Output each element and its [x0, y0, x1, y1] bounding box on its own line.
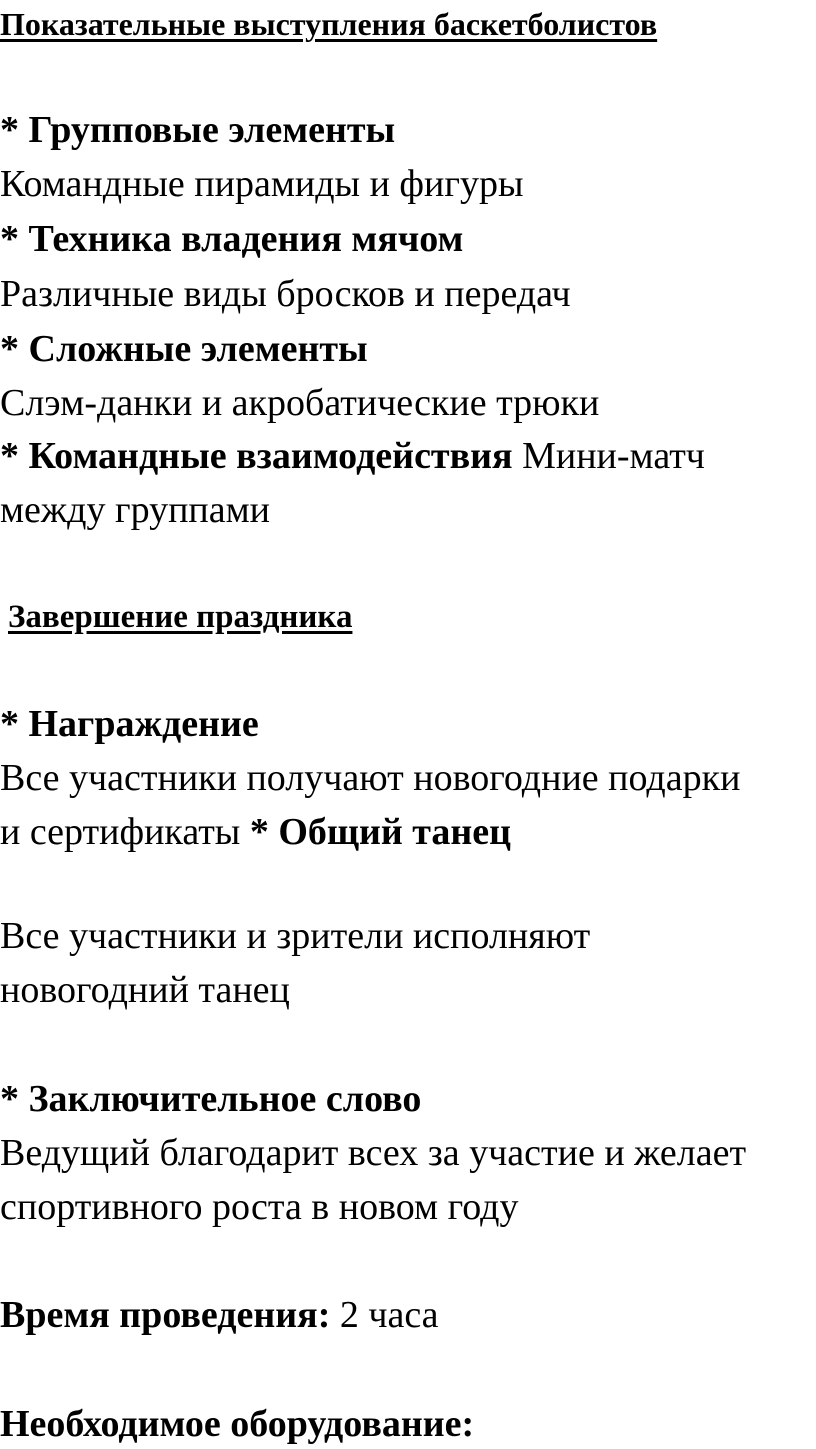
bullet-marker: *	[0, 328, 19, 370]
bullet-marker: *	[0, 435, 19, 477]
item-text-closing-word-cont: спортивного роста в новом году	[0, 1186, 519, 1228]
section-title-exhibition: Показательные выступления баскетболистов	[0, 6, 658, 42]
item-heading-label: Групповые элементы	[28, 109, 396, 151]
item-heading-closing-word	[0, 1080, 421, 1118]
item-text-dance: Все участники и зрители исполняют	[0, 915, 591, 957]
duration-label: Время проведения:	[0, 1294, 331, 1336]
bullet-marker: *	[0, 1078, 19, 1120]
duration-value: 2 часа	[339, 1294, 439, 1336]
event-duration	[0, 1296, 439, 1334]
item-heading-complex-elements	[0, 330, 368, 368]
item-text-group-elements: Командные пирамиды и фигуры	[0, 163, 524, 205]
item-heading-group-elements	[0, 111, 395, 149]
item-heading-ball-technique	[0, 220, 463, 258]
equipment-heading: Необходимое оборудование:	[0, 1403, 475, 1445]
item-text-closing-word: Ведущий благодарит всех за участие и желает	[0, 1132, 747, 1174]
item-text-award: Все участники получают новогодние подарки	[0, 757, 741, 799]
item-heading-label: Заключительное слово	[28, 1078, 422, 1120]
item-team-interactions	[0, 437, 705, 475]
bullet-marker: *	[0, 218, 19, 260]
item-text-dance-cont: новогодний танец	[0, 969, 290, 1011]
item-heading-label: Награждение	[28, 703, 259, 745]
item-text-award-and-dance	[0, 813, 511, 851]
item-text-complex-elements: Слэм-данки и акробатические трюки	[0, 382, 600, 424]
bullet-marker: *	[0, 703, 19, 745]
item-text-inline: Мини-матч	[522, 435, 705, 477]
item-heading-label: Сложные элементы	[28, 328, 368, 370]
item-heading-label: Техника владения мячом	[28, 218, 464, 260]
bullet-marker: *	[249, 811, 269, 853]
item-heading-award	[0, 705, 259, 743]
bullet-marker: *	[0, 109, 19, 151]
item-heading-label: Командные взаимодействия	[28, 435, 513, 477]
item-text-ball-technique: Различные виды бросков и передач	[0, 273, 571, 315]
item-text-award-cont: и сертификаты	[0, 811, 241, 853]
section-title-closing: Завершение праздника	[8, 599, 353, 635]
item-heading-dance: Общий танец	[278, 811, 512, 853]
item-text-team-interactions: между группами	[0, 489, 271, 531]
